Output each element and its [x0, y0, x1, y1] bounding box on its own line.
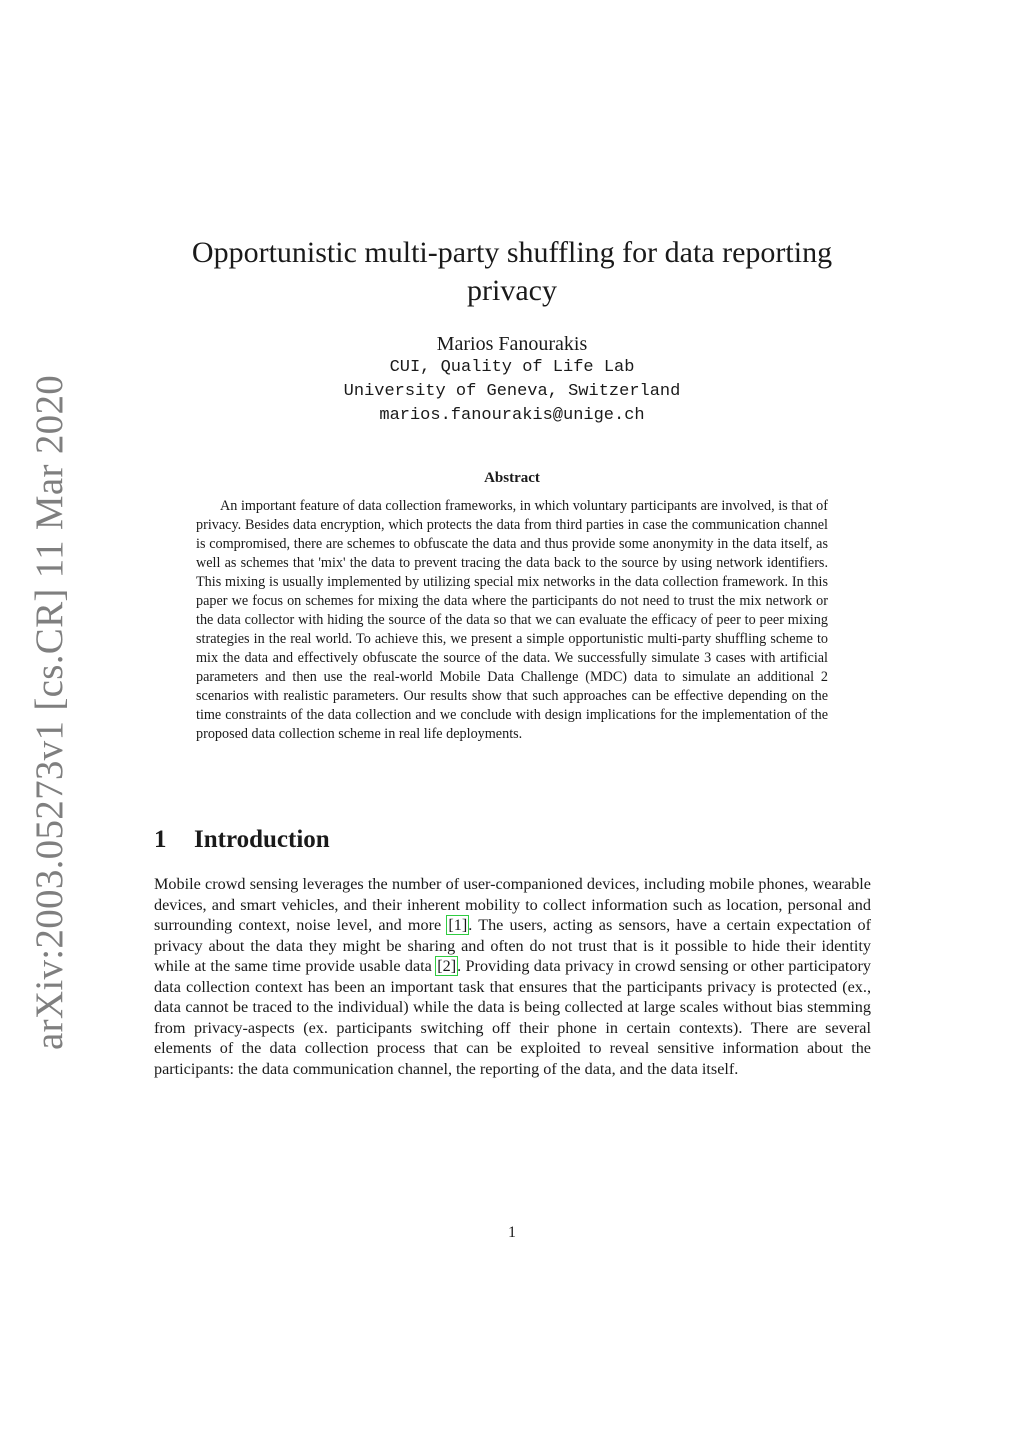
arxiv-identifier-stamp: arXiv:2003.05273v1 [cs.CR] 11 Mar 2020	[28, 374, 71, 1050]
page-number: 1	[508, 1224, 516, 1241]
paper-title: Opportunistic multi-party shuffling for data reporting privacy	[191, 236, 833, 307]
author-name: Marios Fanourakis	[436, 333, 588, 355]
abstract-text: An important feature of data collection frameworks, in which voluntary participants are involved, is that of privacy. Besides data encryption, which protects the data from third parties in case the communication channel is compromised, there are schemes to obfuscate the data and thus provide some anonymity in the data itself, as well as schemes that 'mix' the data to prevent tracing the data back to the source by using network identifiers. This mixing is usually implemented by utilizing special mix networks in the data collection framework. In this paper we focus on schemes for mixing the data where the participants do not need to trust the mix network or the data collector with hiding the source of the data so that we can evaluate the efficacy of peer to peer mixing strategies in the real world. To achieve this, we present a simple opportunistic multi-party shuffling scheme to mix the data and effectively obfuscate the source of the data. We successfully simulate 3 cases with artificial parameters and then use the real-world Mobile Data Challenge (MDC) data to simulate an additional 2 scenarios with realistic parameters. Our results show that such approaches can be effective depending on the time constraints of the data collection and we conclude with design implications for the implementation of the proposed data collection scheme in real life deployments.	[196, 498, 828, 742]
section-number: 1	[154, 826, 167, 853]
intro-text-part-3: . Providing data privacy in crowd sensing or other participatory data collection context has been an important task that ensures that the participants privacy is protected (ex., data cannot be traced to the individual) while the data is being collected at large scales without bias stemming from privacy-aspects (ex. participants switching off their phone in certain contexts). There are several elements of the data collection process that can be exploited to reveal sensitive information about the participants: the data communication channel, the reporting of the data, and the data itself.	[154, 957, 871, 1078]
section-heading-introduction	[154, 826, 330, 854]
citation-link-1[interactable]: [1]	[448, 916, 468, 934]
citation-link-2[interactable]: [2]	[437, 957, 457, 975]
author-email: marios.fanourakis@unige.ch	[379, 406, 645, 425]
intro-text-part-2: . The users, acting as sensors, have a certain expectation of privacy about the data they might be sharing and often do not trust that is it possible to hide their identity while at the same time provide usable data	[154, 916, 871, 975]
section-title: Introduction	[194, 826, 330, 853]
introduction-paragraph	[154, 874, 871, 1079]
abstract-heading: Abstract	[484, 470, 540, 486]
intro-text-part-1: Mobile crowd sensing leverages the number of user-companioned devices, including mobile phones, wearable devices, and smart vehicles, and their inherent mobility to collect information such as location, personal and surrounding context, noise level, and more	[154, 875, 871, 934]
author-affiliation-university: University of Geneva, Switzerland	[343, 382, 681, 401]
author-affiliation-lab: CUI, Quality of Life Lab	[389, 358, 635, 377]
author-block	[150, 332, 874, 428]
